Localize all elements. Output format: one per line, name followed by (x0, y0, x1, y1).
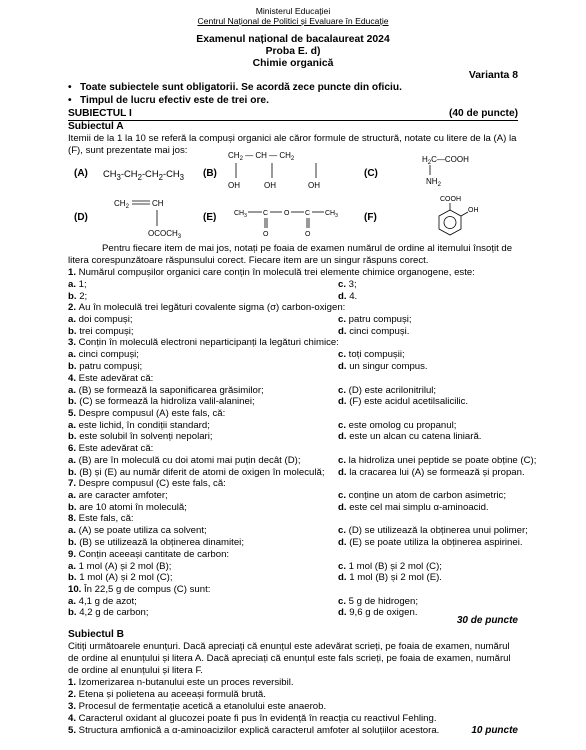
item-options-row (68, 420, 528, 432)
svg-text:C: C (305, 210, 311, 217)
item-options-row (68, 361, 528, 373)
compound-B-label: (B) (203, 168, 217, 179)
svg-text:OCOCH3: $OCOCH_3$ (148, 229, 182, 240)
option-d: d. este cel mai simplu α-aminoacid. (338, 501, 489, 513)
option-a: a. 4,1 g de azot; (68, 595, 137, 607)
exam-title: Examenul național de bacalaureat 2024 (196, 34, 390, 45)
option-b: b. patru compuși; (68, 361, 143, 372)
option-d: d. 1 mol (B) și 2 mol (E). (338, 572, 442, 584)
statement-4: 4. Caracterul oxidant al glucozei poate fi pus în evidență în reacția cu reactivul Fehling. (68, 713, 437, 724)
svg-text:O: O (305, 231, 311, 238)
statement-2: 2. Etena și polietena au aceeași formulă brută. (68, 689, 266, 700)
option-d: d. cinci compuși. (338, 325, 410, 337)
option-c: c. 5 g de hidrogen; (338, 595, 419, 607)
item-options-row (68, 467, 528, 479)
item-options-row (68, 561, 528, 573)
item-options-row (68, 396, 528, 408)
option-b: b. (B) se utilizează la obținerea dinamitei; (68, 537, 244, 548)
option-a: a. este lichid, în condiții standard; (68, 419, 210, 431)
option-b: b. 2; (68, 290, 88, 302)
option-a: a. doi compuși; (68, 314, 133, 326)
svg-text:CH2: $CH_2$ (114, 199, 129, 210)
item-question: 2. Au în moleculă trei legături covalente sigma (σ) carbon-oxigen: (68, 302, 346, 314)
item-question: 3. Conțin în moleculă electroni neparticipanți la legături chimice: (68, 337, 339, 349)
option-a: a. (A) se poate utiliza ca solvent; (68, 525, 207, 537)
variant-label: Varianta 8 (468, 70, 518, 81)
compound-F-label: (F) (364, 212, 377, 223)
compound-D-structure (110, 196, 200, 242)
subject1-header (68, 108, 518, 120)
compound-E-label: (E) (203, 212, 217, 223)
svg-text:COOH: COOH (440, 196, 461, 203)
statement-1: 1. Izomerizarea n-butanului este un proces reversibil. (68, 677, 294, 688)
item-options-row (68, 596, 528, 608)
compound-C-structure (420, 152, 490, 192)
svg-text:OH: OH (308, 181, 320, 190)
option-c: c. este omolog cu propanul; (338, 419, 457, 431)
option-b: b. 1 mol (A) și 2 mol (C); (68, 572, 173, 584)
item-options-row (68, 291, 528, 303)
item-options-row (68, 525, 528, 537)
svg-text:OH: OH (264, 181, 276, 190)
item-options-row (68, 349, 528, 361)
item-options-row (68, 502, 528, 514)
option-b: b. trei compuși; (68, 325, 134, 337)
option-c: c. 1 mol (B) și 2 mol (C); (338, 560, 442, 572)
compound-A-label: (A) (74, 168, 88, 179)
option-d: d. 4. (338, 290, 358, 302)
ministry-name: Ministerul Educației (255, 6, 331, 16)
item-question: 5. Despre compusul (A) este fals, că: (68, 407, 226, 419)
compound-F-structure (428, 192, 488, 244)
item-options-row (68, 490, 528, 502)
svg-text:NH2: $NH_2$ (426, 177, 441, 188)
svg-text:CH3: $CH_3$ (325, 210, 338, 219)
subB-points: 10 puncte (471, 725, 518, 736)
option-a: a. 1; (68, 279, 87, 290)
item-options-row (68, 537, 528, 549)
item-question: 4. Este adevărat că: (68, 372, 154, 384)
option-d: d. la cracarea lui (A) se formează și propan. (338, 466, 525, 478)
option-b: b. (C) se formează la hidroliza valil-alaninei; (68, 396, 255, 408)
option-a: a. cinci compuși; (68, 349, 139, 361)
svg-text:CH: CH (152, 199, 164, 208)
item-options-row (68, 431, 528, 443)
option-b: b. este solubil în solvenți nepolari; (68, 431, 213, 443)
statement-5: 5. Structura amfionică a α-aminoacizilor explică caracterul amfoter al soluțiilor acestora. (68, 725, 440, 736)
option-c: c. (D) este acrilonitrilul; (338, 384, 437, 396)
option-d: d. un singur compus. (338, 361, 428, 372)
item-options-row (68, 314, 528, 326)
svg-text:C: C (263, 210, 269, 217)
option-c: c. conține un atom de carbon asimetric; (338, 490, 506, 502)
option-c: c. la hidroliza unei peptide se poate obține (C); (338, 455, 537, 466)
option-b: b. 4,2 g de carbon; (68, 607, 149, 619)
item-options-row (68, 572, 528, 584)
option-a: a. 1 mol (A) și 2 mol (B); (68, 560, 172, 572)
svg-text:O: O (284, 210, 290, 217)
compound-A-formula: $CH_3-CH_2-CH_2-CH_3$ (103, 168, 184, 182)
option-d: d. (F) este acidul acetilsalicilic. (338, 396, 469, 408)
svg-text:OH: OH (228, 181, 240, 190)
svg-text:CH2 — CH — CH2: $CH_2$ — CH — $CH_2$ (228, 151, 295, 162)
item-question: 8. Este fals, că: (68, 513, 134, 525)
option-c: c. toți compușii; (338, 349, 405, 361)
subject1-title: SUBIECTUL I (68, 108, 132, 119)
item-options-row (68, 455, 537, 467)
item-options-row (68, 385, 528, 397)
compound-D-label: (D) (74, 212, 88, 223)
option-c: c. 3; (338, 279, 357, 290)
option-a: a. (B) se formează la saponificarea grăsimilor; (68, 384, 264, 396)
subB-intro: Citiți următoarele enunțuri. Dacă apreciați că enunțul este adevărat scrieți, pe foaia de examen, numărul de ordine al enunțului și litera A. Dacă apreciați că enunțul este fals scrieți, pe foaia de examen, numărul de ordine al enunțului și litera F. (68, 641, 511, 676)
center-name: Centrul Național de Politici și Evaluare în Educație (197, 16, 389, 26)
svg-text:H2C—COOH: $H_2C—COOH$ (422, 155, 469, 166)
item-question: 7. Despre compusul (C) este fals, că: (68, 478, 226, 490)
compound-B-structure (220, 148, 340, 194)
option-d: d. este un alcan cu catena liniară. (338, 431, 482, 443)
option-a: a. are caracter amfoter; (68, 490, 168, 502)
option-c: c. patru compuși; (338, 314, 412, 326)
subA-title: Subiectul A (68, 121, 124, 132)
option-b: b. are 10 atomi în moleculă; (68, 501, 187, 513)
exam-proba: Proba E. d) (265, 46, 321, 57)
svg-text:O: O (263, 231, 269, 238)
bullet-1: • Toate subiectele sunt obligatorii. Se acordă zece puncte din oficiu. (68, 82, 402, 93)
item-question: 1. Numărul compușilor organici care conțin în moleculă trei elemente chimice organogene, este: (68, 267, 475, 278)
item-question: 9. Conțin aceeași cantitate de carbon: (68, 548, 230, 560)
statement-3: 3. Procesul de fermentație acetică a etanolului este anaerob. (68, 701, 327, 712)
option-a: a. (B) are în moleculă cu doi atomi mai puțin decât (D); (68, 455, 301, 466)
compound-E-structure (232, 198, 352, 240)
exam-subject: Chimie organică (252, 58, 334, 69)
svg-text:CH3: $CH_3$ (234, 210, 247, 219)
subA-points: 30 de puncte (456, 615, 518, 626)
item-question: 6. Este adevărat că: (68, 443, 154, 454)
option-d: d. (E) se poate utiliza la obținerea aspirinei. (338, 537, 523, 548)
compound-C-label: (C) (364, 168, 378, 179)
option-d: d. 9,6 g de oxigen. (338, 607, 418, 619)
subA-intro: Itemii de la 1 la 10 se referă la compuși organici ale căror formule de structură, notate cu litere de la (A) la (F), sunt prezentate mai jos: (68, 133, 517, 156)
item-question: 10. În 22,5 g de compus (C) sunt: (68, 583, 211, 595)
divider (68, 120, 518, 121)
item-options-row (68, 326, 528, 338)
svg-text:OH: OH (468, 207, 479, 214)
option-c: c. (D) se utilizează la obținerea unui polimer; (338, 525, 528, 537)
option-b: b. (B) și (E) au număr diferit de atomi de oxigen în moleculă; (68, 466, 325, 478)
subB-title: Subiectul B (68, 629, 125, 640)
instructions: Pentru fiecare item de mai jos, notați pe foaia de examen numărul de ordine al itemului însoțit de litera corespunzătoare răspunsului corect. Fiecare item are un singur răspuns corect. (68, 243, 513, 266)
subject1-points: (40 de puncte) (448, 108, 518, 119)
item-options-row (68, 279, 528, 291)
bullet-2: • Timpul de lucru efectiv este de trei ore. (68, 95, 269, 106)
